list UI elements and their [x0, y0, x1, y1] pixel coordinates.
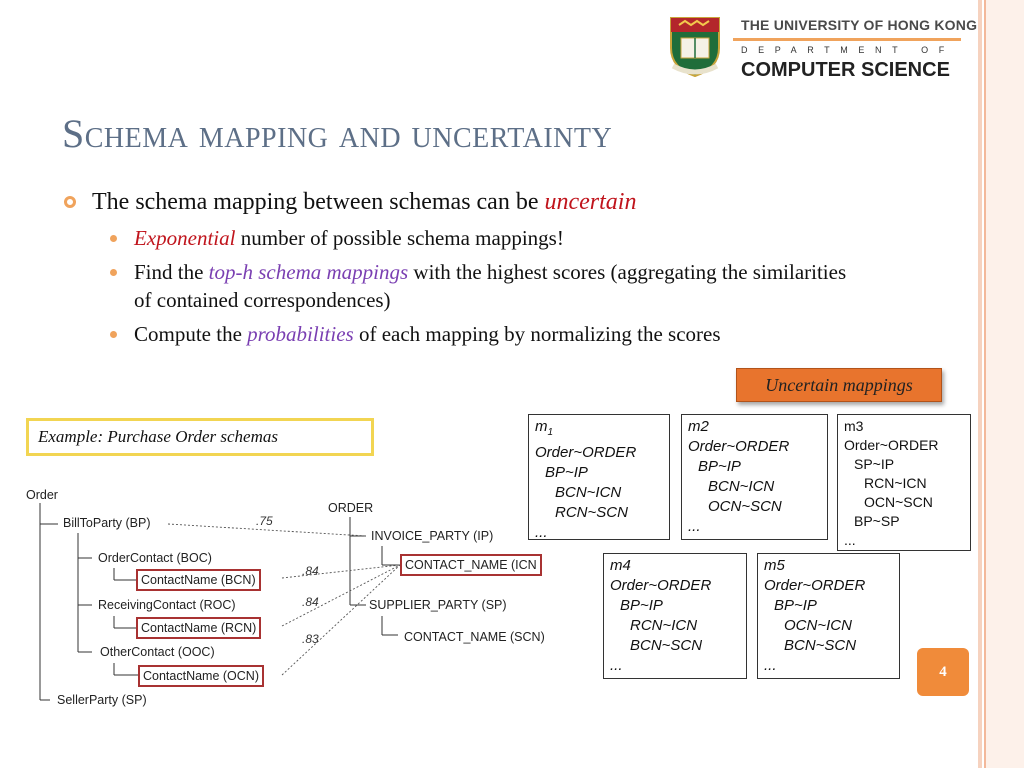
- mapping-line: BCN~ICN: [555, 484, 622, 501]
- bullet-list: [62, 186, 852, 348]
- mapping-line: ...: [610, 657, 623, 674]
- schema-diagram: [20, 485, 580, 715]
- source-node-highlighted: ContactName (BCN): [136, 569, 261, 591]
- dot-bullet-icon: [110, 269, 117, 276]
- source-node: ReceivingContact (ROC): [98, 598, 236, 612]
- mapping-name: m3: [844, 418, 864, 434]
- sub-bullet-prefix: Compute the: [134, 322, 248, 346]
- sub-bullet-text: of each mapping by normalizing the scores: [353, 322, 721, 346]
- mapping-line: ...: [688, 518, 701, 535]
- mapping-line: Order~ORDER: [535, 444, 637, 461]
- mapping-line: SP~IP: [854, 456, 895, 472]
- mapping-line: BP~IP: [545, 464, 588, 481]
- mapping-box-m1: [528, 414, 670, 540]
- target-node-highlighted: CONTACT_NAME (ICN: [400, 554, 542, 576]
- similarity-score: .84: [302, 595, 319, 609]
- mapping-line: Order~ORDER: [764, 577, 866, 594]
- sub-bullet-emphasis: top-h schema mappings: [208, 260, 409, 284]
- main-bullet: [62, 186, 852, 218]
- mapping-line: ...: [844, 532, 856, 548]
- mapping-line: Order~ORDER: [688, 438, 790, 455]
- mapping-name: $m_1$: [535, 418, 554, 438]
- main-bullet-emphasis: uncertain: [544, 189, 637, 215]
- mapping-name: m5: [764, 557, 785, 574]
- mapping-line: ...: [764, 657, 777, 674]
- mapping-line: BCN~SCN: [630, 637, 703, 654]
- mapping-line: BCN~SCN: [784, 637, 857, 654]
- slide-title: Schema mapping and uncertainty: [62, 111, 613, 156]
- similarity-score: .83: [302, 632, 319, 646]
- university-name: THE UNIVERSITY OF HONG KONG: [741, 17, 978, 33]
- similarity-score: .75: [256, 514, 273, 528]
- source-node-highlighted: ContactName (OCN): [138, 665, 264, 687]
- target-node: CONTACT_NAME (SCN): [404, 630, 545, 644]
- mapping-line: BP~IP: [620, 597, 663, 614]
- similarity-score: .84: [302, 564, 319, 578]
- sub-bullet: [62, 320, 852, 348]
- mapping-line: BCN~ICN: [708, 478, 775, 495]
- target-node: SUPPLIER_PARTY (SP): [369, 598, 507, 612]
- sub-bullet: [62, 258, 852, 314]
- mapping-line: BP~IP: [698, 458, 741, 475]
- dot-bullet-icon: [110, 331, 117, 338]
- mapping-line: OCN~SCN: [864, 494, 933, 510]
- source-node: OtherContact (OOC): [100, 645, 215, 659]
- mapping-line: BP~SP: [854, 513, 900, 529]
- mapping-line: RCN~ICN: [864, 475, 927, 491]
- target-node: INVOICE_PARTY (IP): [371, 529, 494, 543]
- main-bullet-text: The schema mapping between schemas can be: [92, 189, 545, 215]
- sub-bullet-text: number of possible schema mappings!: [235, 226, 564, 250]
- mapping-box-m4: [603, 553, 747, 679]
- dot-bullet-icon: [110, 235, 117, 242]
- sub-bullet-text: with the highest scores (aggregating the similarities of contained correspondences): [134, 260, 847, 312]
- mapping-line: ...: [535, 524, 548, 541]
- university-crest-icon: [665, 14, 725, 78]
- page-number: 4: [917, 648, 969, 696]
- sub-bullet-prefix: Find the: [134, 260, 209, 284]
- source-node: OrderContact (BOC): [98, 551, 212, 565]
- sub-bullet: [62, 224, 852, 252]
- mapping-name: m2: [688, 418, 709, 435]
- decor-stripe: [986, 0, 1024, 768]
- mapping-line: RCN~ICN: [630, 617, 698, 634]
- mapping-box-m2: [681, 414, 828, 540]
- source-root: Order: [26, 488, 58, 502]
- mapping-line: BP~IP: [774, 597, 817, 614]
- mapping-line: Order~ORDER: [610, 577, 712, 594]
- department-prefix: DEPARTMENT OF: [741, 45, 955, 55]
- sub-bullet-emphasis: probabilities: [247, 322, 354, 346]
- mapping-line: OCN~ICN: [784, 617, 852, 634]
- mapping-line: Order~ORDER: [844, 437, 939, 453]
- mapping-box-m3: [837, 414, 971, 551]
- hku-cs-logo: [665, 14, 978, 82]
- mapping-box-m5: [757, 553, 900, 679]
- source-node: BillToParty (BP): [63, 516, 151, 530]
- department-name: COMPUTER SCIENCE: [741, 59, 950, 81]
- source-node: SellerParty (SP): [57, 693, 147, 707]
- decor-stripe: [978, 0, 982, 768]
- ring-bullet-icon: [64, 196, 76, 208]
- mapping-name: m4: [610, 557, 631, 574]
- source-node-highlighted: ContactName (RCN): [136, 617, 261, 639]
- mapping-line: RCN~SCN: [555, 504, 628, 521]
- sub-bullet-emphasis: Exponential: [134, 226, 236, 250]
- target-root: ORDER: [328, 501, 374, 515]
- logo-divider: [733, 38, 961, 41]
- mapping-line: OCN~SCN: [708, 498, 782, 515]
- uncertain-mappings-callout: Uncertain mappings: [736, 368, 942, 402]
- example-label: Example: Purchase Order schemas: [26, 418, 374, 456]
